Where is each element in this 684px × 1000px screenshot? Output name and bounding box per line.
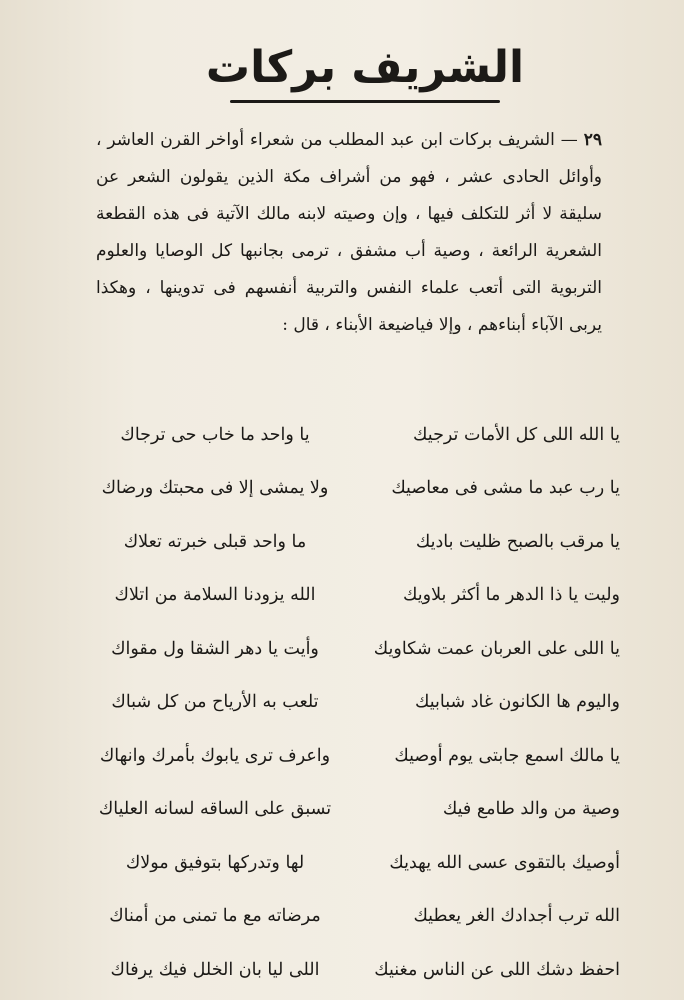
verse-first-hemistich: يا مرقب بالصبح ظليت باديك: [415, 531, 620, 552]
verse-line: [80, 729, 620, 783]
verse-second-hemistich: لها وتدركها بتوفيق مولاك: [125, 852, 305, 873]
intro-paragraph: [96, 122, 602, 344]
verse-line: [80, 462, 620, 516]
verse-second-hemistich: واعرف ترى يابوك بأمرك وانهاك: [99, 745, 331, 766]
verse-first-hemistich: يا مالك اسمع جابتى يوم أوصيك: [394, 745, 620, 766]
verse-second-hemistich: تسبق على الساقه لسانه العلياك: [98, 799, 332, 820]
verse-line: [80, 783, 620, 837]
verse-first-hemistich: واليوم ها الكانون غاد شبابيك: [414, 692, 620, 713]
verse-first-hemistich: يا اللى على العربان عمت شكاويك: [373, 638, 620, 659]
verse-first-hemistich: وليت يا ذا الدهر ما أكثر بلاويك: [403, 585, 620, 606]
verse-second-hemistich: الله يزودنا السلامة من اتلاك: [114, 585, 316, 606]
verse-line: [80, 943, 620, 997]
verse-line: [80, 836, 620, 890]
verse-second-hemistich: تلعب به الأرياح من كل شباك: [111, 692, 319, 713]
verse-second-hemistich: ما واحد قبلى خبرته تعلاك: [123, 531, 307, 552]
verse-second-hemistich: ولا يمشى إلا فى محبتك ورضاك: [101, 478, 329, 499]
verse-second-hemistich: وأيت يا دهر الشقا ول مقواك: [111, 638, 319, 659]
title-block: [200, 38, 530, 103]
verse-first-hemistich: أوصيك بالتقوى عسى الله يهديك: [389, 852, 620, 873]
verse-line: [80, 676, 620, 730]
intro-text: — الشريف بركات ابن عبد المطلب من شعراء أواخر القرن العاشر ، وأوائل الحادى عشر ، فهو من أشراف مكة الذين يقولون الشعر عن سليقة لا أثر للتكلف فيها ، وإن وصيته لابنه مالك الآتية فى هذه القطعة الشعرية الرائعة ، وصية أب مشفق ، ترمى بجانبها كل الوصايا والعلوم التربوية التى أتعب علماء النفس والتربية أنفسهم فى تدوينها ، وهكذا يربى الآباء أبناءهم ، وإلا فياضيعة الأبناء ، قال :: [96, 130, 603, 335]
verse-line: [80, 622, 620, 676]
poem-verses: [80, 408, 620, 997]
verse-line: [80, 569, 620, 623]
verse-second-hemistich: يا واحد ما خاب حى ترجاك: [120, 424, 310, 445]
verse-line: [80, 408, 620, 462]
verse-line: [80, 890, 620, 944]
verse-first-hemistich: الله ترب أجدادك الغر يعطيك: [413, 906, 620, 927]
verse-first-hemistich: وصية من والد طامع فيك: [442, 799, 620, 820]
verse-first-hemistich: احفظ دشك اللى عن الناس مغنيك: [374, 959, 620, 980]
verse-first-hemistich: يا الله اللى كل الأمات ترجيك: [413, 424, 620, 445]
verse-first-hemistich: يا رب عبد ما مشى فى معاصيك: [391, 478, 620, 499]
verse-second-hemistich: اللى ليا بان الخلل فيك يرفاك: [110, 959, 320, 980]
page-title: الشريف بركات: [205, 42, 525, 93]
entry-number: ٢٩: [583, 130, 603, 150]
title-underline: [230, 100, 500, 103]
verse-line: [80, 515, 620, 569]
verse-second-hemistich: مرضاته مع ما تمنى من أمناك: [109, 906, 321, 927]
